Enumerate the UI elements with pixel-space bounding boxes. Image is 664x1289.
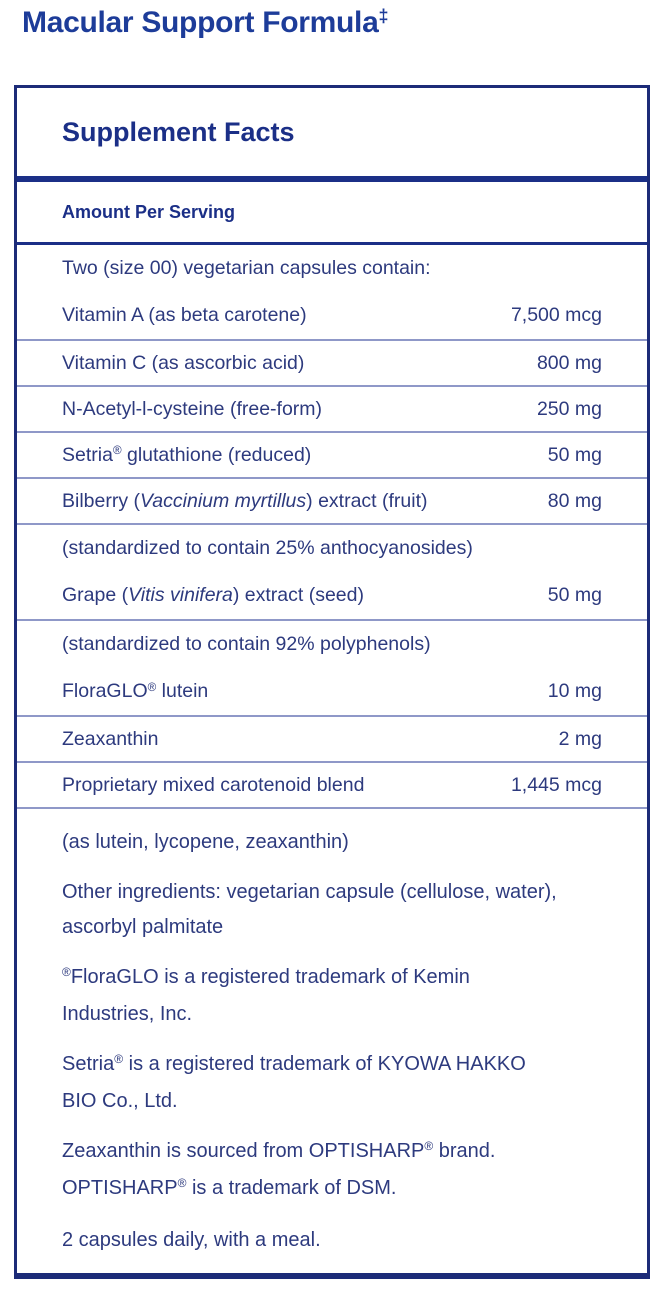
ingredient-name (62, 584, 364, 607)
ingredient-name (62, 728, 158, 751)
table-row-line (62, 774, 602, 797)
ingredient-amount: 50 mg (547, 443, 602, 466)
text-segment: FloraGLO (62, 680, 148, 702)
text-segment: ) extract (seed) (232, 584, 364, 606)
text-segment: Vitamin A (as beta carotene) (62, 304, 307, 326)
text-segment: ® (147, 680, 157, 694)
ingredient-amount: 10 mg (547, 680, 602, 702)
text-segment: Zeaxanthin (62, 727, 159, 750)
text-segment: Vaccinium myrtillus (140, 489, 307, 512)
ingredient-name (62, 633, 431, 656)
text-segment: Proprietary mixed carotenoid blend (62, 773, 365, 796)
footnote-line (62, 997, 622, 1032)
ingredient-amount: 7,500 mcg (510, 304, 602, 326)
ingredient-amount: 1,445 mcg (510, 773, 602, 796)
table-row-line (62, 572, 602, 619)
footnotes-section (17, 809, 647, 1273)
ingredient-name (62, 304, 307, 327)
text-segment: BIO Co., Ltd. (62, 1090, 178, 1112)
text-segment: Zeaxanthin is sourced from OPTISHARP (62, 1140, 425, 1162)
table-row-line (62, 668, 602, 715)
table-row (17, 245, 647, 341)
text-segment: (as lutein, lycopene, zeaxanthin) (62, 831, 349, 853)
ingredient-name (62, 537, 473, 560)
text-segment: is a registered trademark of KYOWA HAKKO (123, 1053, 526, 1075)
text-segment: glutathione (reduced) (121, 443, 312, 466)
text-segment: ® (114, 1052, 124, 1067)
text-segment: ‡ (378, 6, 389, 27)
text-segment: ) extract (fruit) (306, 489, 428, 512)
text-segment: ® (177, 1176, 187, 1191)
ingredient-name (62, 774, 364, 797)
text-segment: is a trademark of DSM. (186, 1177, 397, 1199)
footnote-line (62, 1223, 622, 1258)
footnote-paragraph (62, 875, 622, 945)
table-row-line (62, 490, 602, 513)
ingredient-name (62, 490, 428, 513)
ingredient-amount: 50 mg (547, 584, 602, 606)
footnote-paragraph (62, 1134, 622, 1208)
text-segment: N-Acetyl-l-cysteine (free-form) (62, 397, 323, 420)
text-segment: FloraGLO is a registered trademark of Kemin (70, 966, 470, 988)
table-row (17, 525, 647, 621)
table-row (17, 433, 647, 479)
table-row-line (62, 398, 602, 421)
text-segment: ® (424, 1139, 434, 1154)
footnote-line (62, 1171, 622, 1208)
table-row-line (62, 525, 602, 572)
ingredient-name (62, 680, 208, 703)
text-segment: Vitis vinifera (128, 584, 233, 606)
text-segment: brand. (433, 1140, 496, 1162)
text-segment: lutein (156, 680, 209, 702)
supplement-facts-heading: Supplement Facts (62, 116, 295, 147)
footnote-line (62, 960, 622, 997)
ingredient-amount: 80 mg (547, 489, 602, 512)
text-segment: Industries, Inc. (62, 1003, 193, 1025)
text-segment: Vitamin C (as ascorbic acid) (62, 351, 305, 374)
text-segment: ascorbyl palmitate (62, 916, 224, 938)
text-segment: (standardized to contain 25% anthocyanosides) (62, 537, 473, 559)
text-segment: Macular Support Formula (22, 6, 379, 39)
text-segment: Other ingredients: vegetarian capsule (cellulose, water), (62, 881, 557, 903)
table-row-line (62, 245, 602, 292)
text-segment: ® (62, 965, 71, 980)
footnote-line (62, 825, 622, 860)
supplement-facts-panel (14, 85, 650, 1279)
ingredient-table (17, 245, 647, 809)
footnote-paragraph (62, 1047, 622, 1119)
table-row (17, 479, 647, 525)
footnote-line (62, 1047, 622, 1084)
table-row (17, 763, 647, 809)
text-segment: (standardized to contain 92% polyphenols) (62, 633, 431, 655)
table-row (17, 387, 647, 433)
table-row-line (62, 621, 602, 668)
table-row-line (62, 444, 602, 467)
footnote-line (62, 910, 622, 945)
ingredient-name (62, 257, 431, 280)
ingredient-amount: 2 mg (558, 727, 602, 750)
text-segment: Setria (62, 443, 113, 466)
table-row-line (62, 352, 602, 375)
ingredient-amount: 250 mg (536, 397, 602, 420)
text-segment: Two (size 00) vegetarian capsules contain: (62, 257, 431, 279)
text-segment: Bilberry ( (62, 489, 141, 512)
text-segment: 2 capsules daily, with a meal. (62, 1229, 321, 1251)
table-row (17, 717, 647, 763)
footnote-paragraph (62, 1223, 622, 1258)
table-row-line (62, 728, 602, 751)
table-row-line (62, 292, 602, 339)
ingredient-name (62, 444, 311, 467)
text-segment: Grape ( (62, 584, 129, 606)
ingredient-name (62, 398, 322, 421)
footnote-paragraph (62, 960, 622, 1032)
footnote-line (62, 1134, 622, 1171)
footnote-line (62, 1084, 622, 1119)
page-title (22, 6, 388, 40)
ingredient-name (62, 352, 304, 375)
text-segment: Setria (62, 1053, 115, 1075)
table-row (17, 621, 647, 717)
table-row (17, 341, 647, 387)
amount-per-serving-header: Amount Per Serving (62, 201, 236, 222)
footnote-line (62, 875, 622, 910)
ingredient-amount: 800 mg (536, 351, 602, 374)
footnote-paragraph (62, 825, 622, 860)
text-segment: ® (112, 444, 122, 458)
text-segment: OPTISHARP (62, 1177, 178, 1199)
